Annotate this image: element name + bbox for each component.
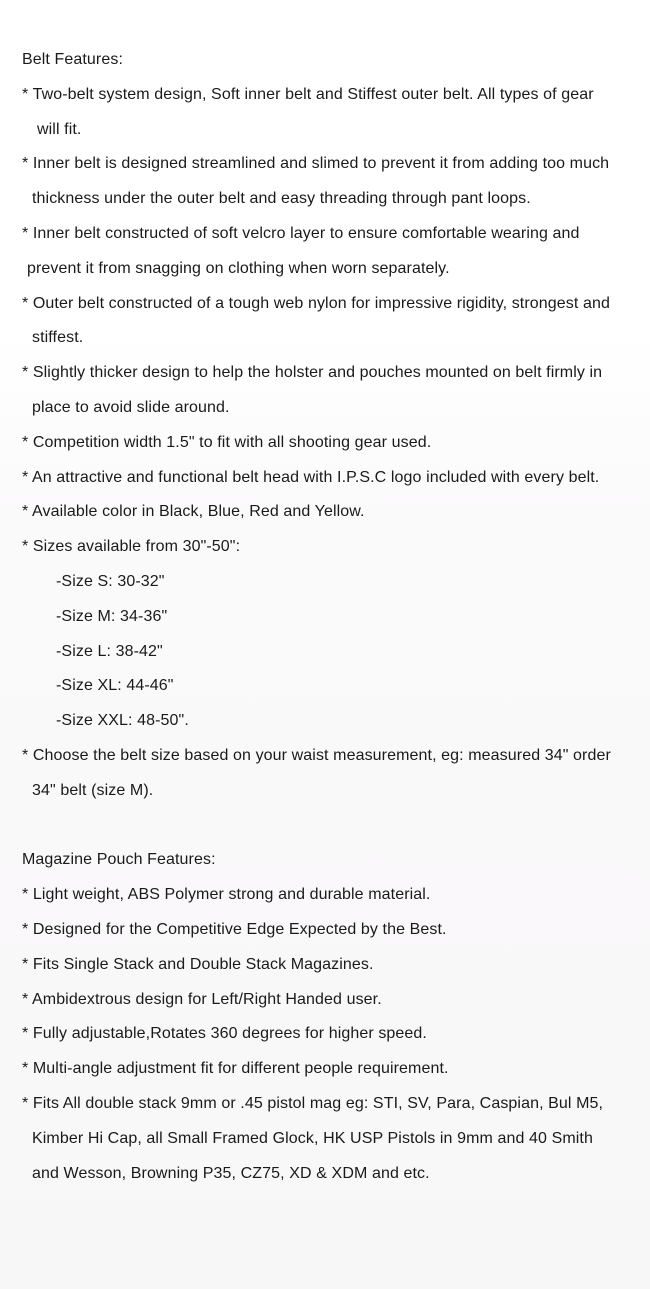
belt-feature-line: * Choose the belt size based on your waist measurement, eg: measured 34" order [22, 746, 611, 764]
pouch-feature-line: * Fits Single Stack and Double Stack Magazines. [22, 955, 374, 973]
belt-feature-line: * Available color in Black, Blue, Red and Yellow. [22, 503, 365, 521]
belt-feature-line: prevent it from snagging on clothing when worn separately. [27, 259, 450, 277]
belt-feature-line: * Two-belt system design, Soft inner belt and Stiffest outer belt. All types of gear [22, 85, 594, 103]
belt-feature-line: * Inner belt constructed of soft velcro layer to ensure comfortable wearing and [22, 224, 580, 242]
belt-feature-line: * Inner belt is designed streamlined and slimed to prevent it from adding too much [22, 155, 610, 173]
pouch-features-heading: Magazine Pouch Features: [22, 851, 216, 869]
size-option: -Size L: 38-42" [56, 642, 163, 660]
section-spacer [22, 809, 646, 844]
belt-feature-line: * Slightly thicker design to help the holster and pouches mounted on belt firmly in [22, 364, 603, 382]
size-option: -Size M: 34-36" [56, 607, 168, 625]
pouch-feature-line: * Designed for the Competitive Edge Expected by the Best. [22, 920, 447, 938]
pouch-feature-line: Kimber Hi Cap, all Small Framed Glock, HK USP Pistols in 9mm and 40 Smith [32, 1129, 593, 1147]
pouch-feature-line: * Light weight, ABS Polymer strong and durable material. [22, 886, 431, 904]
size-option: -Size S: 30-32" [56, 572, 165, 590]
belt-feature-line: * Competition width 1.5" to fit with all shooting gear used. [22, 433, 432, 451]
product-features-document [22, 43, 646, 1191]
belt-feature-line: * An attractive and functional belt head with I.P.S.C logo included with every belt. [22, 468, 600, 486]
belt-feature-line: stiffest. [32, 329, 84, 347]
pouch-feature-line: and Wesson, Browning P35, CZ75, XD & XDM and etc. [32, 1164, 430, 1182]
belt-feature-line: * Outer belt constructed of a tough web nylon for impressive rigidity, strongest and [22, 294, 610, 312]
pouch-feature-line: * Ambidextrous design for Left/Right Handed user. [22, 990, 382, 1008]
belt-feature-line: place to avoid slide around. [32, 398, 230, 416]
belt-features-heading: Belt Features: [22, 51, 124, 68]
belt-feature-line: * Sizes available from 30"-50": [22, 538, 241, 556]
pouch-feature-line: * Fits All double stack 9mm or .45 pistol mag eg: STI, SV, Para, Caspian, Bul M5, [22, 1094, 604, 1112]
size-option: -Size XL: 44-46" [56, 677, 174, 695]
belt-feature-line: thickness under the outer belt and easy threading through pant loops. [32, 190, 531, 208]
belt-feature-line: 34" belt (size M). [32, 781, 154, 799]
pouch-feature-line: * Multi-angle adjustment fit for different people requirement. [22, 1060, 449, 1078]
size-option: -Size XXL: 48-50". [56, 712, 189, 730]
belt-feature-line: will fit. [37, 120, 82, 138]
pouch-feature-line: * Fully adjustable,Rotates 360 degrees for higher speed. [22, 1025, 427, 1043]
